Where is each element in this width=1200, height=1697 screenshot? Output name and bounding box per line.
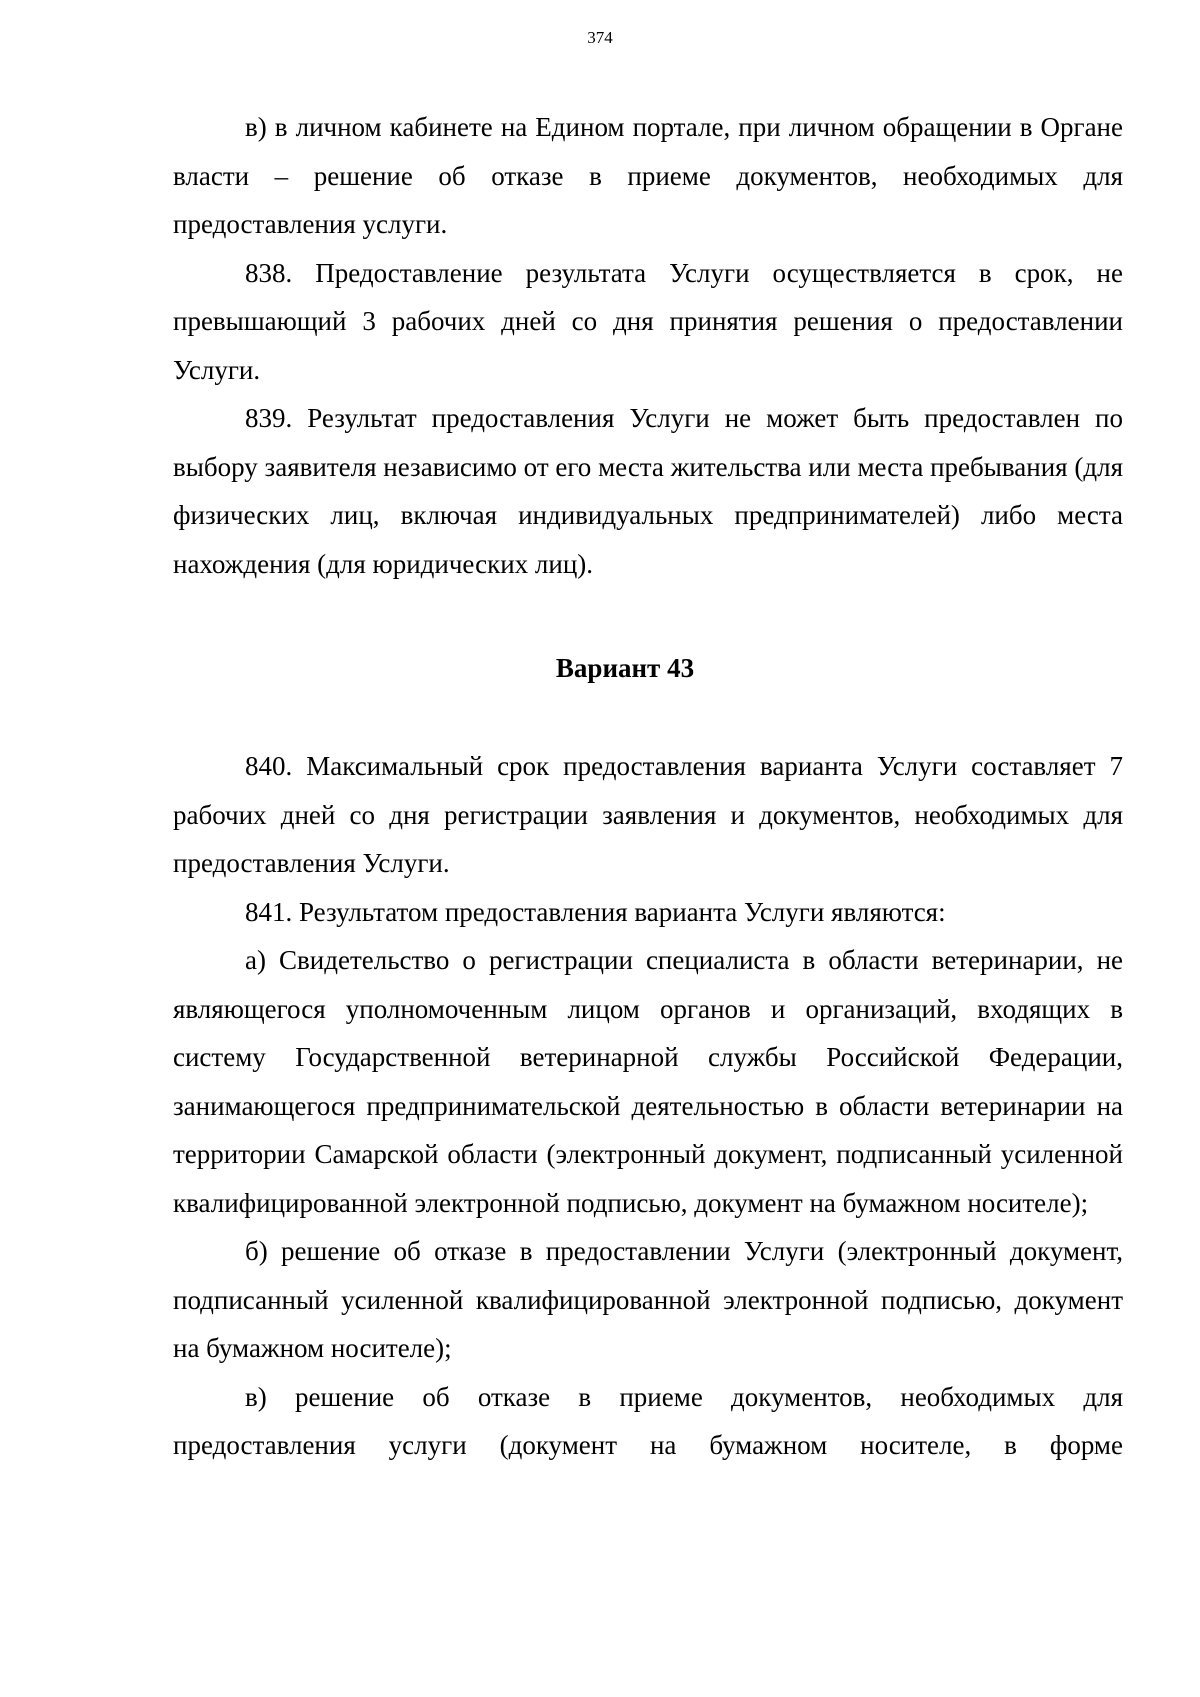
paragraph-a-certificate: а) Свидетельство о регистрации специалиста в области ветеринарии, не являющегося уполномоченным лицом органов и организаций, входящих в систему Государственной ветеринарной службы Российской Федерации, занимающегося предпринимательской деятельностью в области ветеринарии на территории Самарской области (электронный документ, подписанный усиленной квалифицированной электронной подписью, документ на бумажном носителе); bbox=[173, 945, 1123, 1218]
paragraph-840: 840. Максимальный срок предоставления варианта Услуги составляет 7 рабочих дней со дня регистрации заявления и документов, необходимых для предоставления Услуги. bbox=[173, 751, 1123, 878]
paragraph-b-refusal: б) решение об отказе в предоставлении Услуги (электронный документ, подписанный усиленной квалифицированной электронной подписью, документ на бумажном носителе); bbox=[173, 1236, 1123, 1363]
paragraph-v-refusal-documents: в) решение об отказе в приеме документов, необходимых для предоставления услуги (документ на бумажном носителе, в форме bbox=[173, 1381, 1123, 1460]
document-body-bottom bbox=[173, 742, 1123, 1470]
page-number: 374 bbox=[587, 28, 613, 47]
document-body-top bbox=[173, 103, 1123, 588]
paragraph-839: 839. Результат предоставления Услуги не может быть предоставлен по выбору заявителя независимо от его места жительства или места пребывания (для физических лиц, включая индивидуальных предпринимателей) либо места нахождения (для юридических лиц). bbox=[173, 403, 1123, 579]
paragraph-838: 838. Предоставление результата Услуги осуществляется в срок, не превышающий 3 рабочих дней со дня принятия решения о предоставлении Услуги. bbox=[173, 257, 1123, 385]
paragraph-841: 841. Результатом предоставления варианта Услуги являются: bbox=[245, 896, 946, 927]
paragraph-v-rejection-portal: в) в личном кабинете на Едином портале, при личном обращении в Органе власти – решение об отказе в приеме документов, необходимых для предоставления услуги. bbox=[173, 112, 1123, 239]
section-title: Вариант 43 bbox=[555, 653, 695, 683]
